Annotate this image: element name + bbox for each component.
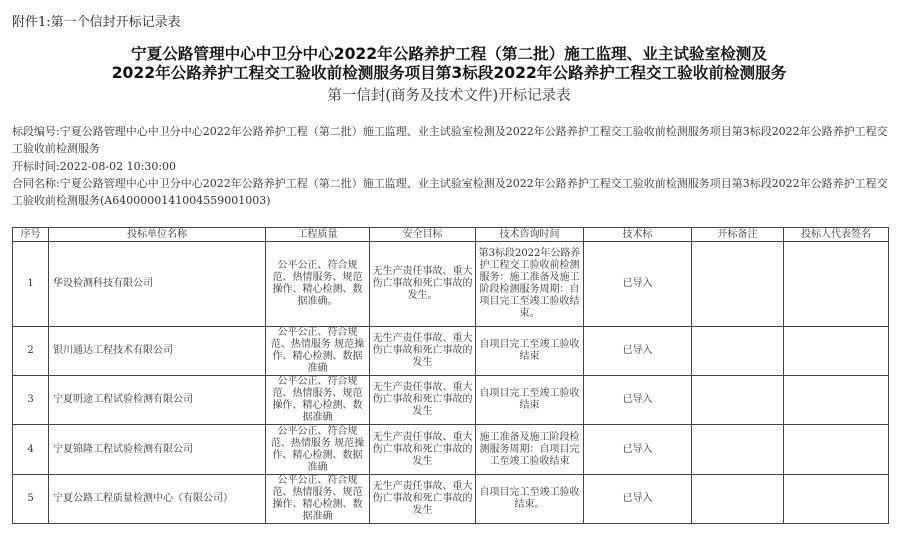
row-safety: 无生产责任事故、重大伤亡事故和死亡事故的发生 xyxy=(370,475,476,524)
row-consult-time: 自项目完工至竣工验收结束。 xyxy=(476,475,584,524)
row-tech-bid: 已导入 xyxy=(584,475,692,524)
row-tech-bid: 已导入 xyxy=(584,242,692,327)
row-tech-bid: 已导入 xyxy=(584,376,692,425)
table-row xyxy=(13,425,889,475)
row-quality: 公平公正、符合规范、热情服务 规范操作、精心检测、数据准确 xyxy=(266,327,370,376)
row-remark xyxy=(692,327,784,376)
row-no: 5 xyxy=(13,475,49,524)
row-tech-bid: 已导入 xyxy=(584,327,692,376)
header-signature: 投标人代表签名 xyxy=(784,228,889,242)
row-safety: 无生产责任事故、重大伤亡事故和死亡事故的发生 xyxy=(370,376,476,425)
row-signature xyxy=(784,376,889,425)
row-remark xyxy=(692,475,784,524)
document-subtitle: 第一信封(商务及技术文件)开标记录表 xyxy=(327,88,571,104)
row-safety: 无生产责任事故、重大伤亡事故和死亡事故的发生 xyxy=(370,425,476,475)
document-title-line-2: 2022年公路养护工程交工验收前检测服务项目第3标段2022年公路养护工程交工验收前检测服务 xyxy=(111,64,787,82)
row-safety: 无生产责任事故、重大伤亡事故和死亡事故的发生。 xyxy=(370,242,476,327)
opening-time: 开标时间:2022-08-02 10:30:00 xyxy=(12,160,177,173)
row-quality: 公平公正、符合规范、热情服务 规范操作、精心检测、数据准确 xyxy=(266,425,370,475)
table-header-row xyxy=(13,228,889,242)
row-bidder-name: 宁夏锦隆工程试验检测有限公司 xyxy=(49,425,266,475)
row-remark xyxy=(692,425,784,475)
header-remark: 开标备注 xyxy=(692,228,784,242)
row-bidder-name: 银川通达工程技术有限公司 xyxy=(49,327,266,376)
table-row xyxy=(13,376,889,425)
row-quality: 公平公正、符合规范、热情服务、规范操作、精心检测、数据准确。 xyxy=(266,242,370,327)
document-title-line-1: 宁夏公路管理中心中卫分中心2022年公路养护工程（第二批）施工监理、业主试验室检测及 xyxy=(131,45,767,63)
contract-name: 合同名称:宁夏公路管理中心中卫分中心2022年公路养护工程（第二批）施工监理、业主试验室检测及2022年公路养护工程交工验收前检测服务项目第3标段2022年公路养护工程交工验收前检测服务(A640000014100455900​1003) xyxy=(12,177,888,207)
row-no: 2 xyxy=(13,327,49,376)
header-tech-bid: 技术标 xyxy=(584,228,692,242)
row-quality: 公平公正、符合规范、热情服务、规范操作、精心检测、数据准确 xyxy=(266,376,370,425)
section-number: 标段编号:宁夏公路管理中心中卫分中心2022年公路养护工程（第二批）施工监理、业主试验室检测及2022年公路养护工程交工验收前检测服务项目第3标段2022年公路养护工程交工验收前检测服务 xyxy=(12,125,888,155)
row-consult-time: 第3标段2022年公路养护工程交工验收前检测服务：施工准备及施工阶段检测服务周期：自项目完工至竣工验收结束。 xyxy=(476,242,584,327)
row-bidder-name: 宁夏公路工程质量检测中心（有限公司） xyxy=(49,475,266,524)
header-quality: 工程质量 xyxy=(266,228,370,242)
row-signature xyxy=(784,327,889,376)
table-row xyxy=(13,242,889,327)
row-no: 1 xyxy=(13,242,49,327)
row-consult-time: 自项目完工至竣工验收结束 xyxy=(476,327,584,376)
header-safety: 安全目标 xyxy=(370,228,476,242)
row-quality: 公平公正、符合规范、热情服务、规范操作、精心检测、数据准确 xyxy=(266,475,370,524)
row-bidder-name: 华设检测科技有限公司 xyxy=(49,242,266,327)
header-no: 序号 xyxy=(13,228,49,242)
table-row xyxy=(13,475,889,524)
row-tech-bid: 已导入 xyxy=(584,425,692,475)
row-no: 3 xyxy=(13,376,49,425)
bid-record-table xyxy=(12,227,889,524)
row-remark xyxy=(692,376,784,425)
row-signature xyxy=(784,242,889,327)
header-consult-time: 技术咨询时间 xyxy=(476,228,584,242)
row-bidder-name: 宁夏明途工程试验检测有限公司 xyxy=(49,376,266,425)
header-bidder-name: 投标单位名称 xyxy=(49,228,266,242)
row-consult-time: 施工准备及施工阶段检测服务周期：自项目完工至竣工验收结束 xyxy=(476,425,584,475)
table-row xyxy=(13,327,889,376)
row-signature xyxy=(784,475,889,524)
row-consult-time: 自项目完工至竣工验收结束 xyxy=(476,376,584,425)
row-remark xyxy=(692,242,784,327)
row-safety: 无生产责任事故、重大伤亡事故和死亡事故的发生 xyxy=(370,327,476,376)
row-signature xyxy=(784,425,889,475)
attachment-label: 附件1:第一个信封开标记录表 xyxy=(12,15,181,30)
row-no: 4 xyxy=(13,425,49,475)
